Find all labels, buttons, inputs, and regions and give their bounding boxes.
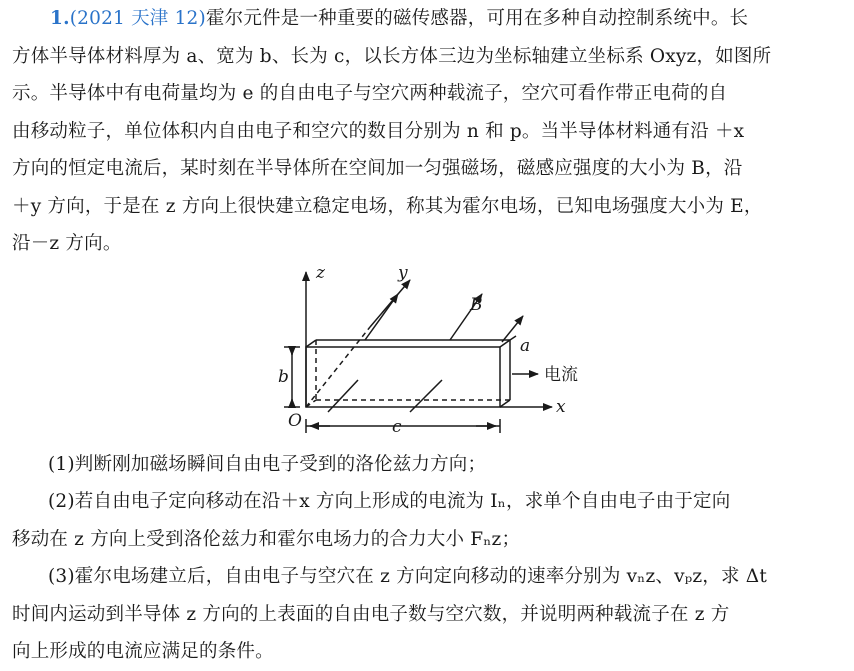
stem-line-3: 示。半导体中有电荷量均为 e 的自由电子与空穴两种载流子，空穴可看作带正电荷的自 (12, 83, 728, 104)
stem-line-2: 方体半导体材料厚为 a、宽为 b、长为 c，以长方体三边为坐标轴建立坐标系 Oxyz，如图所 (12, 45, 772, 67)
stem-text-1: 霍尔元件是一种重要的磁传感器，可用在多种自动控制系统中。长 (205, 8, 749, 29)
stem-line-5: 方向的恒定电流后，某时刻在半导体所在空间加一匀强磁场，磁感应强度的大小为 B，沿 (12, 158, 743, 179)
stem-line-4: 由移动粒子，单位体积内自由电子和空穴的数目分别为 n 和 p。当半导体材料通有沿 ＋x (12, 120, 745, 142)
question-2: (2)若自由电子定向移动在沿＋x 方向上形成的电流为 Iₙ，求单个自由电子由于定向 移动在 z 方向上受到洛伦兹力和霍尔电场力的合力大小 Fₙz； (12, 491, 731, 550)
label-z: z (316, 263, 325, 283)
label-c: c (392, 417, 402, 437)
label-current: 电流 (544, 365, 578, 385)
stem-line-7: 沿－z 方向。 (12, 233, 122, 254)
question-1: (1)判断刚加磁场瞬间自由电子受到的洛伦兹力方向； (48, 454, 487, 475)
problem-stem (12, 0, 848, 263)
box-front (306, 347, 500, 407)
label-b: b (278, 367, 289, 387)
b-field-line-1 (365, 294, 398, 340)
stem-line-1 (12, 0, 848, 38)
question-3: (3)霍尔电场建立后，自由电子与空穴在 z 方向定向移动的速率分别为 vₙz、vₚz，求 Δt 时间内运动到半导体 z 方向的上表面的自由电子数与空穴数，并说明两种载流子在 z 方 向上形成的电流应满足的条件。 (12, 566, 767, 662)
problem-number: 1. (50, 8, 70, 29)
label-B: B (470, 295, 483, 315)
label-x: x (556, 397, 566, 417)
hall-element-figure (270, 262, 600, 437)
problem-source: (2021 天津 12) (69, 8, 206, 29)
label-y: y (398, 263, 408, 283)
label-O: O (288, 411, 302, 431)
y-axis (370, 280, 410, 327)
stem-line-6: ＋y 方向，于是在 z 方向上很快建立稳定电场，称其为霍尔电场，已知电场强度大小为 E， (12, 195, 763, 217)
label-a: a (520, 336, 531, 356)
